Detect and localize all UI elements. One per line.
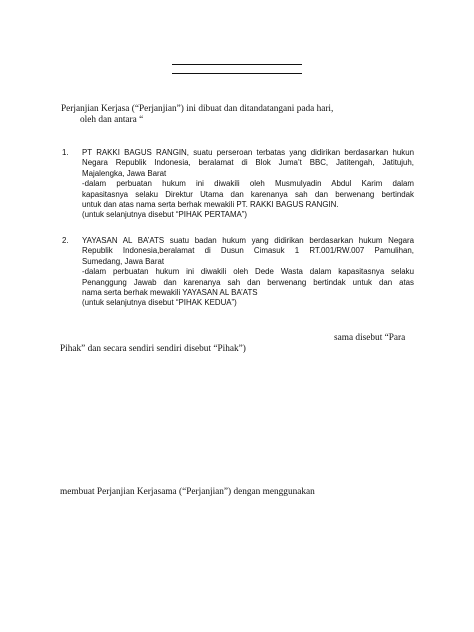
party-1-line: untuk dan atas nama serta berhak mewakili PT. RAKKI BAGUS RANGIN. [82, 200, 339, 210]
party-1-line: -dalam perbuatan hukum ini diwakili oleh Musmulyadin Abdul Karim dalam [82, 179, 414, 189]
party-1-number: 1. [62, 148, 69, 157]
title-underline-top [172, 64, 302, 65]
party-2-line: Penanggung Jawab dan karenanya sah dan berwenang bertindak untuk dan atas [82, 277, 414, 287]
party-1-line: Negara Republik Indonesia, beralamat di Blok Juma’t BBC, Jatitengah, Jatitujuh, [82, 158, 414, 168]
footer-text: membuat Perjanjian Kerjasama (“Perjanjian”) dengan menggunakan [60, 487, 315, 497]
party-2-number: 2. [62, 236, 69, 245]
party-1-line: PT RAKKI BAGUS RANGIN, suatu perseroan terbatas yang didirikan berdasarkan hukun [82, 148, 414, 157]
party-2-line: -dalam perbuatan hukum ini diwakili oleh Dede Wasta dalam kapasitasnya selaku [82, 267, 414, 277]
title-underline-bottom [172, 73, 302, 74]
party-1-line: kapasitasnya selaku Direktur Utama dan karenanya sah dan berwenang bertindak [82, 189, 414, 199]
party-2-line: (untuk selanjutnya disebut “PIHAK KEDUA”) [82, 298, 237, 308]
party-2-line: Sumedang, Jawa Barat [82, 256, 165, 266]
party-1-body [82, 148, 414, 221]
party-2-line: nama serta berhak mewakili YAYASAN AL BA’ATS [82, 288, 258, 298]
party-1-line: (untuk selanjutnya disebut “PIHAK PERTAMA”) [82, 210, 248, 220]
party-2-line: Republik Indonesia,beralamat di Dusun Cimasuk 1 RT.001/RW.007 Pamulihan, [82, 246, 414, 256]
closing-right-text: sama disebut “Para [334, 333, 406, 343]
closing-left-text: Pihak” dan secara sendiri sendiri disebut “Pihak”) [60, 344, 246, 354]
intro-line-2: oleh dan antara “ [80, 115, 144, 125]
party-1-line: Majalengka, Jawa Barat [82, 168, 167, 178]
intro-line-1: Perjanjian Kerjasa (“Perjanjian”) ini dibuat dan ditandatangani pada hari, [61, 104, 334, 114]
party-2-line: YAYASAN AL BA’ATS suatu badan hukum yang didirikan berdasarkan hukum Negara [82, 236, 414, 245]
party-2-body [82, 236, 414, 309]
